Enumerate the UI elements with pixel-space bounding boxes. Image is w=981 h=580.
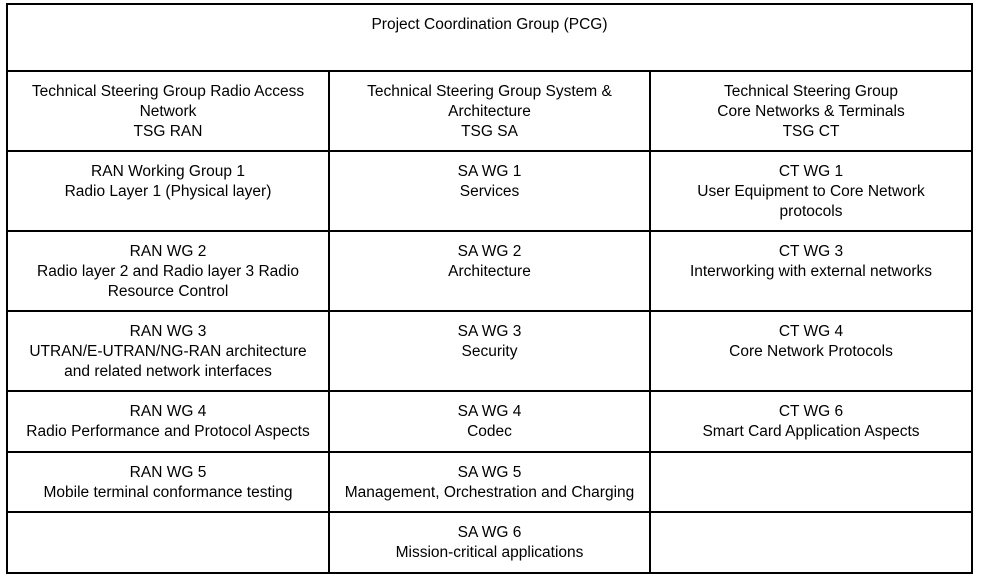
wg-row — [7, 452, 972, 512]
wg-title: RAN WG 3 — [129, 323, 207, 340]
wg-cell-sa-wg3 — [329, 311, 650, 391]
wg-title: SA WG 5 — [457, 464, 522, 481]
tsg-ct-subtitle: Core Networks & Terminals — [717, 103, 905, 120]
wg-title: SA WG 6 — [457, 524, 522, 541]
tsg-ct-abbr: TSG CT — [782, 123, 840, 140]
wg-description: User Equipment to Core Network protocols — [697, 183, 930, 220]
wg-description: Interworking with external networks — [689, 263, 933, 280]
wg-cell-sa-wg6 — [329, 512, 650, 573]
wg-row — [7, 512, 972, 573]
wg-title: RAN WG 2 — [129, 243, 207, 260]
wg-description: Radio Performance and Protocol Aspects — [26, 423, 310, 440]
tsg-sa-abbr: TSG SA — [461, 123, 518, 140]
wg-title: SA WG 3 — [457, 323, 522, 340]
wg-cell-sa-wg1 — [329, 151, 650, 231]
pcg-cell — [7, 4, 972, 71]
wg-description: Radio Layer 1 (Physical layer) — [64, 183, 272, 200]
tsg-row — [7, 71, 972, 151]
wg-title: RAN WG 4 — [129, 403, 207, 420]
empty-cell — [650, 452, 972, 512]
tsg-ct-name: Technical Steering Group — [723, 83, 899, 100]
tsg-ran-abbr: TSG RAN — [133, 123, 203, 140]
wg-title: SA WG 4 — [457, 403, 522, 420]
wg-cell-ran-wg5 — [7, 452, 329, 512]
wg-cell-sa-wg4 — [329, 391, 650, 452]
wg-description: Management, Orchestration and Charging — [344, 484, 635, 501]
tsg-sa-cell — [329, 71, 650, 151]
wg-description: Core Network Protocols — [729, 343, 893, 360]
wg-title: SA WG 2 — [457, 243, 522, 260]
tsg-ran-name: Technical Steering Group Radio Access Network — [31, 83, 309, 120]
wg-cell-ran-wg1 — [7, 151, 329, 231]
wg-description: UTRAN/E-UTRAN/NG-RAN architecture and related network interfaces — [29, 343, 311, 380]
wg-cell-ct-wg4 — [650, 311, 972, 391]
wg-cell-ct-wg3 — [650, 231, 972, 311]
wg-cell-sa-wg5 — [329, 452, 650, 512]
wg-title: CT WG 6 — [778, 403, 844, 420]
wg-title: CT WG 1 — [778, 163, 844, 180]
wg-description: Mobile terminal conformance testing — [43, 484, 293, 501]
pcg-title: Project Coordination Group (PCG) — [371, 16, 608, 33]
wg-row — [7, 311, 972, 391]
wg-cell-ran-wg3 — [7, 311, 329, 391]
wg-title: RAN Working Group 1 — [91, 163, 245, 180]
wg-title: CT WG 4 — [778, 323, 844, 340]
wg-cell-ct-wg1 — [650, 151, 972, 231]
wg-description: Smart Card Application Aspects — [702, 423, 920, 440]
pcg-row — [7, 4, 972, 71]
empty-cell — [7, 512, 329, 573]
tsg-ran-cell — [7, 71, 329, 151]
wg-description: Mission-critical applications — [395, 544, 584, 561]
wg-row — [7, 391, 972, 452]
wg-cell-ran-wg2 — [7, 231, 329, 311]
wg-title: RAN WG 5 — [129, 464, 207, 481]
wg-description: Radio layer 2 and Radio layer 3 Radio Resource Control — [37, 263, 304, 300]
wg-cell-ran-wg4 — [7, 391, 329, 452]
wg-row — [7, 151, 972, 231]
tsg-sa-name: Technical Steering Group System & Architecture — [367, 83, 616, 120]
wg-description: Security — [461, 343, 518, 360]
wg-description: Services — [459, 183, 520, 200]
wg-description: Architecture — [448, 263, 531, 280]
tsg-ct-cell — [650, 71, 972, 151]
empty-cell — [650, 512, 972, 573]
organization-chart-table — [6, 3, 973, 574]
wg-title: CT WG 3 — [778, 243, 844, 260]
wg-description: Codec — [467, 423, 512, 440]
wg-cell-sa-wg2 — [329, 231, 650, 311]
wg-cell-ct-wg6 — [650, 391, 972, 452]
wg-title: SA WG 1 — [457, 163, 522, 180]
wg-row — [7, 231, 972, 311]
